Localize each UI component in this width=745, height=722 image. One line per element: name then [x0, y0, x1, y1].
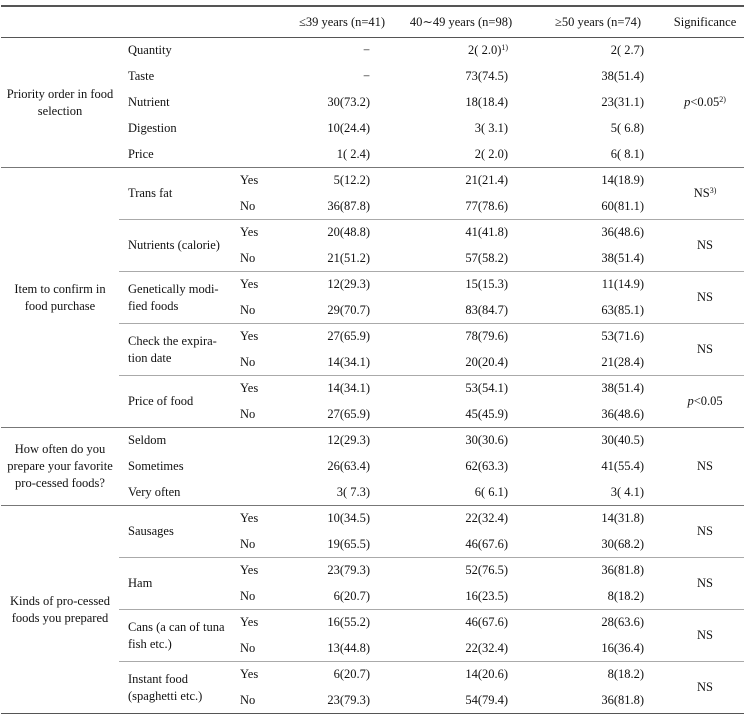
- cell-value: 45(45.9): [465, 406, 509, 421]
- cell-value: 14(34.1): [292, 376, 392, 402]
- cell-value: 14(31.8): [530, 506, 666, 532]
- cell-value: 36(81.8): [530, 558, 666, 584]
- cell-value: 36(48.6): [601, 406, 645, 421]
- significance-cell: [666, 376, 744, 428]
- cell-value: 27(65.9): [327, 406, 371, 421]
- cell-value: 38(51.4): [601, 250, 645, 265]
- cell-value: 13(44.8): [327, 640, 371, 655]
- cell-value: 6(20.7): [292, 662, 392, 688]
- no-label: No: [240, 250, 256, 265]
- row-label: Quantity: [119, 38, 292, 64]
- group-label-kinds-of-foods: Kinds of pro-cessed foods you prepared: [1, 506, 119, 714]
- cell-value: 11(14.9): [530, 272, 666, 298]
- row-label: Sometimes: [128, 459, 184, 474]
- cell-value: 22(32.4): [465, 640, 509, 655]
- cell-value: 21(51.2): [327, 250, 371, 265]
- no-label: No: [240, 588, 256, 603]
- cell-value: 36(87.8): [327, 198, 371, 213]
- cell-value: 46(67.6): [465, 536, 509, 551]
- cell-value: 19(65.5): [327, 536, 371, 551]
- cell-value: 62(63.3): [465, 459, 509, 473]
- cell-value: 28(63.6): [530, 610, 666, 636]
- cell-value: 16(55.2): [292, 610, 392, 636]
- cell-value: 78(79.6): [392, 324, 530, 350]
- cell-value: 57(58.2): [465, 250, 509, 265]
- yes-label: Yes: [232, 376, 292, 402]
- cell-value: 2( 2.7): [530, 38, 666, 64]
- row-label: Check the expira-tion date: [119, 324, 232, 376]
- cell-value: 54(79.4): [392, 688, 530, 714]
- statistics-table: [1, 5, 744, 714]
- cell-value: 1( 2.4): [336, 146, 371, 161]
- cell-value: 3( 3.1): [474, 121, 509, 135]
- row-label: Nutrients (calorie): [119, 220, 232, 272]
- cell-value: −: [362, 69, 371, 83]
- cell-value: 38(51.4): [530, 376, 666, 402]
- cell-value: 18(18.4): [465, 95, 509, 109]
- group-label-item-to-confirm: Item to confirm in food purchase: [1, 168, 119, 428]
- cell-value: 46(67.6): [392, 610, 530, 636]
- table-header-row: [1, 6, 744, 38]
- row-label: Cans (a can of tuna fish etc.): [119, 610, 232, 662]
- cell-value: 20(20.4): [465, 354, 509, 369]
- cell-value: 12(29.3): [292, 272, 392, 298]
- significance-cell: NS: [666, 558, 744, 610]
- p-symbol: p: [687, 394, 694, 408]
- cell-value: −: [292, 38, 392, 64]
- p-value: <0.05: [690, 95, 720, 109]
- row-label: Seldom: [119, 428, 292, 454]
- cell-value: 22(32.4): [392, 506, 530, 532]
- cell-value: 16(36.4): [601, 640, 645, 655]
- cell-value: 77(78.6): [465, 198, 509, 213]
- row-label: Sausages: [119, 506, 232, 558]
- cell-value: 15(15.3): [392, 272, 530, 298]
- significance-cell: NS: [666, 324, 744, 376]
- cell-value: 30(40.5): [530, 428, 666, 454]
- footnote-marker: 2): [719, 95, 726, 104]
- cell-value: 30(68.2): [601, 536, 645, 551]
- cell-value: 41(41.8): [392, 220, 530, 246]
- cell-value: 53(54.1): [392, 376, 530, 402]
- table-row: [1, 38, 744, 64]
- significance-cell: NS: [666, 220, 744, 272]
- yes-label: Yes: [232, 220, 292, 246]
- footnote-marker: 1): [501, 43, 509, 53]
- header-age-39-under: ≤39 years (n=41): [292, 6, 392, 38]
- yes-label: Yes: [232, 168, 292, 194]
- significance-cell: NS: [666, 662, 744, 714]
- cell-value: 16(23.5): [465, 588, 509, 603]
- row-label: Price: [128, 146, 154, 161]
- cell-value: 14(34.1): [327, 354, 371, 369]
- significance-cell: [666, 38, 744, 168]
- cell-value: 27(65.9): [292, 324, 392, 350]
- row-label: Trans fat: [119, 168, 232, 220]
- cell-value: 12(29.3): [292, 428, 392, 454]
- cell-value: 60(81.1): [601, 198, 645, 213]
- row-label: Genetically modi-fied foods: [119, 272, 232, 324]
- cell-value: 83(84.7): [465, 302, 509, 317]
- significance-cell: NS: [666, 272, 744, 324]
- cell-value: 20(48.8): [292, 220, 392, 246]
- cell-value: 21(21.4): [392, 168, 530, 194]
- cell-value: 73(74.5): [465, 69, 509, 83]
- yes-label: Yes: [232, 324, 292, 350]
- cell-value: [392, 38, 530, 64]
- p-value: <0.05: [693, 394, 723, 408]
- no-label: No: [232, 688, 292, 714]
- cell-value: 23(79.3): [292, 558, 392, 584]
- p-symbol: p: [684, 95, 691, 109]
- cell-value-text: 2( 2.0): [468, 43, 502, 58]
- cell-value: 30(30.6): [392, 428, 530, 454]
- yes-label: Yes: [232, 272, 292, 298]
- table-row: [1, 168, 744, 194]
- cell-value: 29(70.7): [327, 302, 371, 317]
- yes-label: Yes: [232, 610, 292, 636]
- no-label: No: [240, 198, 256, 213]
- cell-value: 3( 4.1): [610, 484, 645, 499]
- cell-value: 26(63.4): [327, 459, 371, 473]
- row-label: Instant food (spaghetti etc.): [119, 662, 232, 714]
- cell-value: 8(18.2): [607, 588, 645, 603]
- yes-label: Yes: [232, 662, 292, 688]
- header-significance: Significance: [666, 6, 744, 38]
- cell-value: 63(85.1): [601, 302, 645, 317]
- cell-value: 21(28.4): [601, 354, 645, 369]
- cell-value: 23(31.1): [601, 95, 645, 109]
- group-label-how-often: How often do you prepare your favorite pro-cessed foods?: [1, 428, 119, 506]
- significance-cell: NS: [666, 428, 744, 506]
- group-label-priority-order: Priority order in food selection: [1, 38, 119, 168]
- cell-value: 10(34.5): [292, 506, 392, 532]
- cell-value: 23(79.3): [292, 688, 392, 714]
- cell-value: 30(73.2): [327, 95, 371, 109]
- header-age-50-over: ≥50 years (n=74): [530, 6, 666, 38]
- cell-value: 6(20.7): [333, 588, 371, 603]
- table-row: [1, 506, 744, 532]
- row-label: Very often: [128, 484, 181, 499]
- cell-value: 8(18.2): [530, 662, 666, 688]
- no-label: No: [240, 302, 256, 317]
- no-label: No: [240, 640, 256, 655]
- no-label: No: [240, 406, 256, 421]
- cell-value: 41(55.4): [601, 459, 645, 473]
- cell-value: 5(12.2): [292, 168, 392, 194]
- no-label: No: [240, 354, 256, 369]
- significance-text: NS: [693, 186, 710, 200]
- cell-value: 52(76.5): [392, 558, 530, 584]
- table-row: [1, 428, 744, 454]
- significance-cell: [666, 168, 744, 220]
- no-label: No: [240, 536, 256, 551]
- row-label: Price of food: [119, 376, 232, 428]
- cell-value: 6( 8.1): [610, 146, 645, 161]
- significance-cell: NS: [666, 506, 744, 558]
- footnote-marker: 3): [709, 186, 717, 195]
- cell-value: 3( 7.3): [336, 484, 371, 499]
- yes-label: Yes: [232, 506, 292, 532]
- header-blank: [1, 6, 292, 38]
- cell-value: 36(81.8): [530, 688, 666, 714]
- significance-cell: NS: [666, 610, 744, 662]
- cell-value: 10(24.4): [327, 121, 371, 135]
- cell-value: 38(51.4): [601, 69, 645, 83]
- header-age-40-49: 40∼49 years (n=98): [392, 6, 530, 38]
- row-label: Ham: [119, 558, 232, 610]
- cell-value: 5( 6.8): [610, 121, 645, 135]
- cell-value: 53(71.6): [530, 324, 666, 350]
- cell-value: 14(20.6): [392, 662, 530, 688]
- cell-value: 2( 2.0): [474, 146, 509, 161]
- cell-value: 36(48.6): [530, 220, 666, 246]
- row-label: Nutrient: [128, 95, 170, 110]
- row-label: Digestion: [128, 121, 177, 136]
- row-label: Taste: [128, 69, 155, 84]
- yes-label: Yes: [232, 558, 292, 584]
- cell-value: 6( 6.1): [474, 484, 509, 499]
- cell-value: 14(18.9): [530, 168, 666, 194]
